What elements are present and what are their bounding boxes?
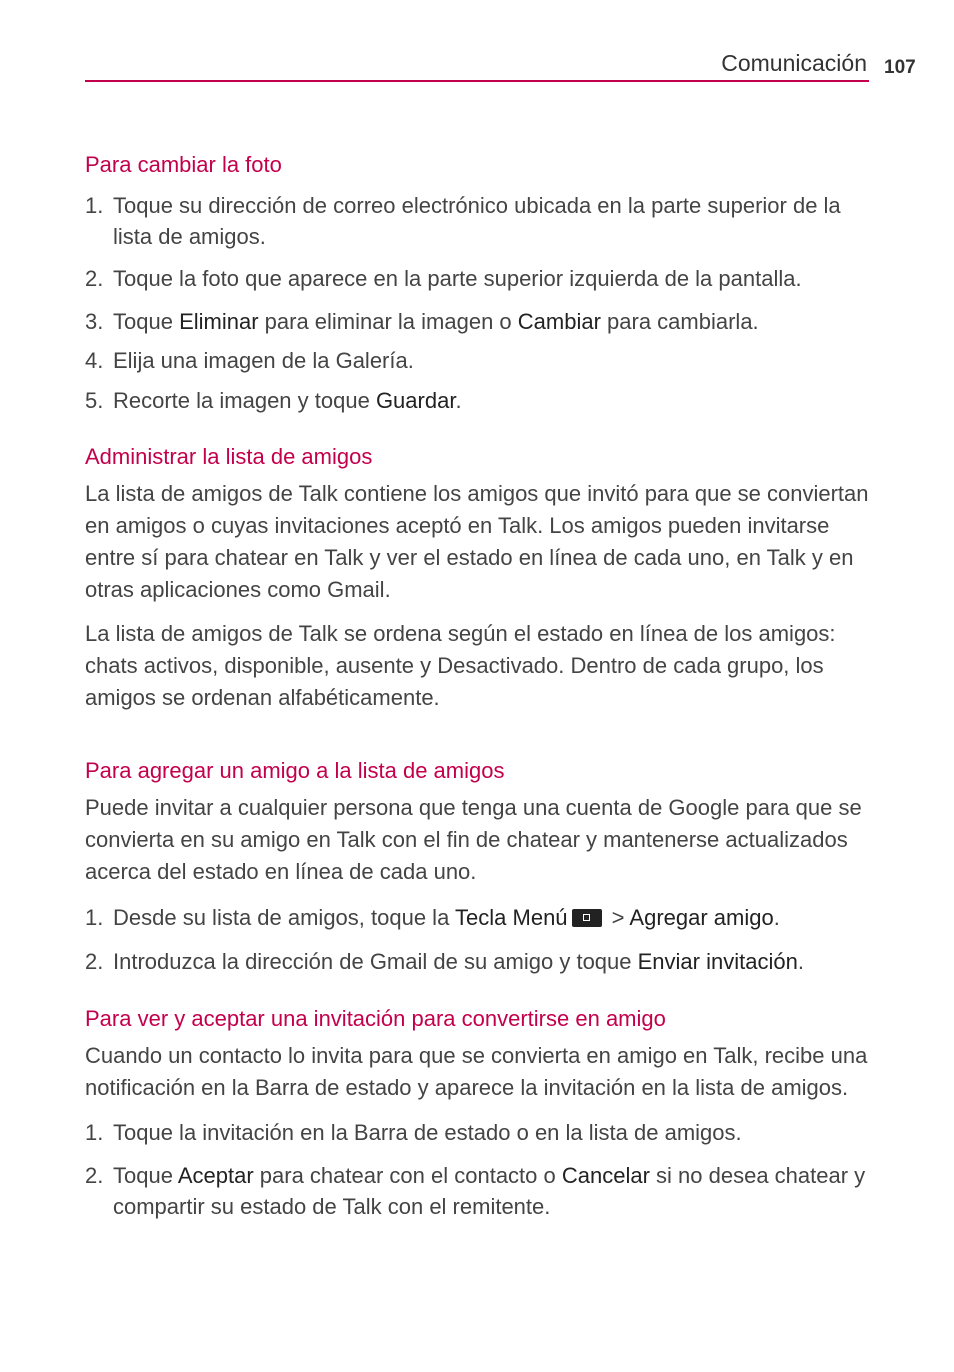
step-number: 1.	[85, 193, 104, 218]
ui-term-guardar: Guardar	[375, 388, 456, 413]
step-text: para cambiarla.	[600, 309, 759, 334]
step-number: 5.	[85, 388, 104, 413]
ui-term-cambiar: Cambiar	[517, 309, 601, 334]
step-text: Recorte la imagen y toque	[113, 388, 376, 413]
paragraph: La lista de amigos de Talk contiene los amigos que invitó para que se conviertan en amigos o cuyas invitaciones aceptó en Talk. Los amigos pueden invitarse entre sí para chatear en Talk y ver el estado en línea de cada uno, en Talk y en otras aplicaciones como Gmail.	[85, 481, 869, 602]
step-number: 4.	[85, 348, 104, 373]
list-item	[85, 1160, 875, 1222]
list-item	[85, 306, 875, 337]
step-text: Toque	[113, 1163, 178, 1188]
steps-agregar-amigo	[85, 902, 875, 977]
paragraph: Cuando un contacto lo invita para que se convierta en amigo en Talk, recibe una notificación en la Barra de estado y aparece la invitación en la lista de amigos.	[85, 1043, 868, 1100]
menu-key-icon	[572, 909, 602, 927]
list-item	[85, 902, 875, 933]
step-number: 2.	[85, 949, 104, 974]
section-heading-administrar-lista: Administrar la lista de amigos	[85, 444, 373, 469]
step-text: para chatear con el contacto o	[253, 1163, 562, 1188]
list-item	[85, 385, 875, 416]
section-heading-aceptar-invitacion: Para ver y aceptar una invitación para convertirse en amigo	[85, 1006, 666, 1031]
step-text: >	[605, 905, 630, 930]
paragraph: Puede invitar a cualquier persona que tenga una cuenta de Google para que se convierta en su amigo en Talk con el fin de chatear y mantenerse actualizados acerca del estado en línea de cada uno.	[85, 795, 862, 884]
steps-aceptar-invitacion	[85, 1117, 875, 1222]
list-item	[85, 190, 875, 252]
paragraph: La lista de amigos de Talk se ordena según el estado en línea de los amigos: chats activos, disponible, ausente y Desactivado. Dentro de cada grupo, los amigos se ordenan alfabéticamente.	[85, 621, 836, 710]
step-text: si no desea chatear y compartir su estado de Talk con el remitente.	[113, 1163, 866, 1219]
list-item	[85, 345, 875, 376]
chapter-title: Comunicación	[721, 50, 867, 76]
step-text: Desde su lista de amigos, toque la	[113, 905, 456, 930]
step-text: para eliminar la imagen o	[258, 309, 518, 334]
step-text: .	[797, 949, 804, 974]
ui-term-aceptar: Aceptar	[177, 1163, 254, 1188]
step-text: Toque la invitación en la Barra de estado o en la lista de amigos.	[113, 1120, 742, 1145]
step-text: Introduzca la dirección de Gmail de su amigo y toque	[113, 949, 638, 974]
list-item	[85, 263, 875, 294]
ui-term-eliminar: Eliminar	[179, 309, 259, 334]
step-number: 1.	[85, 1120, 104, 1145]
step-text: Toque su dirección de correo electrónico ubicada en la parte superior de la lista de amigos.	[113, 193, 841, 249]
steps-cambiar-foto	[85, 190, 875, 416]
step-text: Toque	[113, 309, 180, 334]
step-text: .	[773, 905, 780, 930]
page-number: 107	[884, 57, 916, 78]
step-number: 1.	[85, 905, 104, 930]
step-text: .	[455, 388, 462, 413]
ui-term-enviar-invitacion: Enviar invitación	[637, 949, 798, 974]
section-heading-agregar-amigo: Para agregar un amigo a la lista de amigos	[85, 758, 505, 783]
step-text: Elija una imagen de la Galería.	[113, 348, 414, 373]
step-number: 3.	[85, 309, 104, 334]
step-text: Toque la foto que aparece en la parte superior izquierda de la pantalla.	[113, 266, 802, 291]
step-number: 2.	[85, 1163, 104, 1188]
section-heading-cambiar-foto: Para cambiar la foto	[85, 152, 282, 177]
ui-term-tecla-menu: Tecla Menú	[455, 905, 568, 930]
header-divider	[85, 80, 869, 82]
list-item	[85, 946, 875, 977]
step-number: 2.	[85, 266, 104, 291]
list-item	[85, 1117, 875, 1148]
ui-term-cancelar: Cancelar	[561, 1163, 650, 1188]
page-content	[85, 150, 875, 1222]
ui-term-agregar-amigo: Agregar amigo	[629, 905, 774, 930]
